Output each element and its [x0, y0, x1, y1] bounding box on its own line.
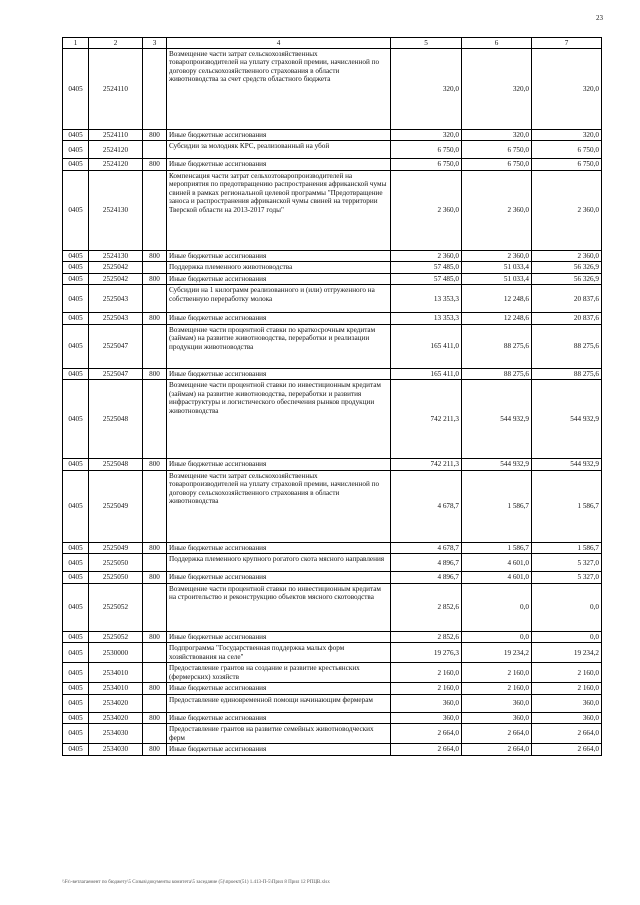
expense-type — [143, 262, 167, 273]
table-row — [63, 324, 602, 368]
table-row — [63, 170, 602, 250]
expense-type: 800 — [143, 159, 167, 170]
amount-col7: 360,0 — [532, 712, 602, 723]
amount-col7: 544 932,9 — [532, 459, 602, 470]
table-row — [63, 631, 602, 642]
item-name: Возмещение части затрат сельскохозяйственных товаропроизводителей на уплату страховой премии, начисленной по договору сельскохозяйственного страхования в области животноводства — [167, 470, 391, 542]
amount-col6: 51 033,4 — [462, 273, 532, 284]
table-row — [63, 262, 602, 273]
expense-type: 800 — [143, 368, 167, 379]
target-code: 2534030 — [89, 744, 143, 755]
section-code: 0405 — [63, 380, 89, 459]
table-row — [63, 459, 602, 470]
section-code: 0405 — [63, 554, 89, 572]
section-code: 0405 — [63, 250, 89, 261]
amount-col5: 320,0 — [391, 49, 462, 130]
col-header-3: 3 — [143, 38, 167, 49]
amount-col5: 4 896,7 — [391, 572, 462, 583]
section-code: 0405 — [63, 324, 89, 368]
amount-col5: 2 664,0 — [391, 724, 462, 744]
item-name: Иные бюджетные ассигнования — [167, 313, 391, 324]
item-name: Иные бюджетные ассигнования — [167, 683, 391, 694]
table-row — [63, 159, 602, 170]
amount-col6: 1 586,7 — [462, 470, 532, 542]
item-name: Предоставление грантов на развитие семейных животноводческих ферм — [167, 724, 391, 744]
table-body — [63, 49, 602, 756]
section-code: 0405 — [63, 542, 89, 553]
item-name: Возмещение части процентной ставки по инвестиционным кредитам на строительство и реконструкцию объектов мясного скотоводства — [167, 583, 391, 631]
amount-col6: 360,0 — [462, 712, 532, 723]
item-name: Предоставление грантов на создание и развитие крестьянских (фермерских) хозяйств — [167, 663, 391, 683]
amount-col7: 320,0 — [532, 49, 602, 130]
amount-col5: 4 678,7 — [391, 542, 462, 553]
target-code: 2524120 — [89, 159, 143, 170]
item-name: Подпрограмма "Государственная поддержка малых форм хозяйствования на селе" — [167, 643, 391, 663]
table-row — [63, 285, 602, 313]
table-row — [63, 663, 602, 683]
section-code: 0405 — [63, 459, 89, 470]
item-name: Возмещение части процентной ставки по инвестиционным кредитам (займам) на развитие животноводства, переработки и развития инфраструктуры и логистического обеспечения рынков продукции животноводства — [167, 380, 391, 459]
amount-col7: 20 837,6 — [532, 313, 602, 324]
expense-type — [143, 583, 167, 631]
item-name: Иные бюджетные ассигнования — [167, 572, 391, 583]
item-name: Компенсация части затрат сельхозтоваропроизводителей на мероприятия по предотвращению распространения африканской чумы свиней в рамках региональной целевой программы "Предотвращение заноса и распространения африканской чумы свиней на территории Тверской области на 2013-2017 годы" — [167, 170, 391, 250]
item-name: Иные бюджетные ассигнования — [167, 130, 391, 141]
table-row — [63, 273, 602, 284]
amount-col7: 88 275,6 — [532, 368, 602, 379]
amount-col5: 742 211,3 — [391, 459, 462, 470]
target-code: 2534020 — [89, 712, 143, 723]
amount-col6: 88 275,6 — [462, 324, 532, 368]
amount-col5: 57 485,0 — [391, 262, 462, 273]
expense-type: 800 — [143, 683, 167, 694]
amount-col6: 0,0 — [462, 583, 532, 631]
expense-type — [143, 554, 167, 572]
expense-type: 800 — [143, 130, 167, 141]
table-header-row — [63, 38, 602, 49]
amount-col6: 12 248,6 — [462, 313, 532, 324]
file-path-footer: \\Fs\-ветлагаемент по бюджету\5 Созыв\документы комитета\5 заседание (5)\проект(51) 1.413-П-5\Прил 8 Прил 12 РПЦВ.xlsx — [62, 880, 330, 885]
expense-type — [143, 663, 167, 683]
target-code: 2524110 — [89, 130, 143, 141]
item-name: Иные бюджетные ассигнования — [167, 631, 391, 642]
section-code: 0405 — [63, 744, 89, 755]
section-code: 0405 — [63, 663, 89, 683]
item-name: Иные бюджетные ассигнования — [167, 542, 391, 553]
target-code: 2525047 — [89, 368, 143, 379]
item-name: Иные бюджетные ассигнования — [167, 273, 391, 284]
section-code: 0405 — [63, 368, 89, 379]
amount-col6: 320,0 — [462, 130, 532, 141]
amount-col7: 320,0 — [532, 130, 602, 141]
section-code: 0405 — [63, 313, 89, 324]
amount-col6: 88 275,6 — [462, 368, 532, 379]
amount-col6: 2 160,0 — [462, 663, 532, 683]
amount-col5: 4 678,7 — [391, 470, 462, 542]
item-name: Иные бюджетные ассигнования — [167, 712, 391, 723]
table-row — [63, 712, 602, 723]
section-code: 0405 — [63, 572, 89, 583]
amount-col7: 2 360,0 — [532, 250, 602, 261]
section-code: 0405 — [63, 273, 89, 284]
amount-col5: 2 664,0 — [391, 744, 462, 755]
expense-type — [143, 380, 167, 459]
item-name: Предоставление единовременной помощи начинающим фермерам — [167, 694, 391, 712]
amount-col5: 6 750,0 — [391, 159, 462, 170]
amount-col7: 2 160,0 — [532, 683, 602, 694]
target-code: 2525047 — [89, 324, 143, 368]
target-code: 2530000 — [89, 643, 143, 663]
amount-col7: 1 586,7 — [532, 470, 602, 542]
target-code: 2525050 — [89, 572, 143, 583]
target-code: 2534020 — [89, 694, 143, 712]
table-row — [63, 583, 602, 631]
section-code: 0405 — [63, 130, 89, 141]
target-code: 2534010 — [89, 663, 143, 683]
amount-col5: 13 353,3 — [391, 313, 462, 324]
target-code: 2525049 — [89, 470, 143, 542]
amount-col5: 320,0 — [391, 130, 462, 141]
table-row — [63, 694, 602, 712]
amount-col7: 20 837,6 — [532, 285, 602, 313]
section-code: 0405 — [63, 285, 89, 313]
item-name: Возмещение части затрат сельскохозяйственных товаропроизводителей на уплату страховой премии, начисленной по договору сельскохозяйственного страхования в области животноводства за счет средств областного бюджета — [167, 49, 391, 130]
amount-col6: 19 234,2 — [462, 643, 532, 663]
col-header-2: 2 — [89, 38, 143, 49]
amount-col5: 2 360,0 — [391, 250, 462, 261]
amount-col6: 4 601,0 — [462, 572, 532, 583]
amount-col7: 56 326,9 — [532, 273, 602, 284]
amount-col5: 4 896,7 — [391, 554, 462, 572]
amount-col6: 12 248,6 — [462, 285, 532, 313]
table-row — [63, 744, 602, 755]
page-number: 23 — [596, 14, 603, 22]
amount-col5: 57 485,0 — [391, 273, 462, 284]
table-row — [63, 130, 602, 141]
amount-col6: 2 664,0 — [462, 724, 532, 744]
amount-col6: 544 932,9 — [462, 380, 532, 459]
table-row — [63, 49, 602, 130]
table-row — [63, 643, 602, 663]
expense-type: 800 — [143, 459, 167, 470]
amount-col7: 2 360,0 — [532, 170, 602, 250]
amount-col7: 56 326,9 — [532, 262, 602, 273]
amount-col6: 2 160,0 — [462, 683, 532, 694]
item-name: Возмещение части процентной ставки по краткосрочным кредитам (займам) на развитие животноводства, переработки и реализации продукции животноводства — [167, 324, 391, 368]
col-header-7: 7 — [532, 38, 602, 49]
amount-col7: 5 327,0 — [532, 554, 602, 572]
table-row — [63, 141, 602, 159]
amount-col5: 165 411,0 — [391, 368, 462, 379]
item-name: Поддержка племенного животноводства — [167, 262, 391, 273]
target-code: 2525042 — [89, 262, 143, 273]
amount-col6: 2 360,0 — [462, 250, 532, 261]
section-code: 0405 — [63, 583, 89, 631]
target-code: 2534010 — [89, 683, 143, 694]
expense-type — [143, 724, 167, 744]
table-row — [63, 542, 602, 553]
expense-type — [143, 643, 167, 663]
amount-col5: 165 411,0 — [391, 324, 462, 368]
section-code: 0405 — [63, 712, 89, 723]
target-code: 2525048 — [89, 459, 143, 470]
amount-col5: 360,0 — [391, 694, 462, 712]
expense-type — [143, 324, 167, 368]
section-code: 0405 — [63, 694, 89, 712]
section-code: 0405 — [63, 141, 89, 159]
target-code: 2524130 — [89, 170, 143, 250]
table-row — [63, 250, 602, 261]
expense-type: 800 — [143, 712, 167, 723]
target-code: 2525048 — [89, 380, 143, 459]
amount-col7: 2 160,0 — [532, 663, 602, 683]
col-header-5: 5 — [391, 38, 462, 49]
amount-col6: 51 033,4 — [462, 262, 532, 273]
table-row — [63, 724, 602, 744]
expense-type: 800 — [143, 250, 167, 261]
amount-col7: 544 932,9 — [532, 380, 602, 459]
amount-col5: 19 276,3 — [391, 643, 462, 663]
amount-col5: 742 211,3 — [391, 380, 462, 459]
expense-type — [143, 470, 167, 542]
amount-col5: 2 160,0 — [391, 683, 462, 694]
amount-col6: 6 750,0 — [462, 141, 532, 159]
expense-type: 800 — [143, 313, 167, 324]
amount-col7: 6 750,0 — [532, 141, 602, 159]
table-row — [63, 380, 602, 459]
col-header-1: 1 — [63, 38, 89, 49]
target-code: 2525042 — [89, 273, 143, 284]
expense-type — [143, 170, 167, 250]
target-code: 2525052 — [89, 631, 143, 642]
amount-col7: 5 327,0 — [532, 572, 602, 583]
section-code: 0405 — [63, 631, 89, 642]
amount-col7: 2 664,0 — [532, 724, 602, 744]
target-code: 2524130 — [89, 250, 143, 261]
amount-col5: 2 852,6 — [391, 583, 462, 631]
amount-col7: 2 664,0 — [532, 744, 602, 755]
amount-col7: 0,0 — [532, 631, 602, 642]
section-code: 0405 — [63, 470, 89, 542]
target-code: 2524120 — [89, 141, 143, 159]
amount-col7: 360,0 — [532, 694, 602, 712]
target-code: 2525052 — [89, 583, 143, 631]
expense-type: 800 — [143, 572, 167, 583]
section-code: 0405 — [63, 159, 89, 170]
section-code: 0405 — [63, 49, 89, 130]
amount-col7: 6 750,0 — [532, 159, 602, 170]
table-row — [63, 313, 602, 324]
amount-col5: 13 353,3 — [391, 285, 462, 313]
amount-col6: 6 750,0 — [462, 159, 532, 170]
budget-table — [62, 37, 602, 756]
expense-type — [143, 285, 167, 313]
expense-type: 800 — [143, 273, 167, 284]
amount-col6: 320,0 — [462, 49, 532, 130]
amount-col5: 2 852,6 — [391, 631, 462, 642]
table-row — [63, 368, 602, 379]
amount-col6: 2 664,0 — [462, 744, 532, 755]
item-name: Иные бюджетные ассигнования — [167, 159, 391, 170]
amount-col6: 2 360,0 — [462, 170, 532, 250]
expense-type: 800 — [143, 631, 167, 642]
section-code: 0405 — [63, 724, 89, 744]
target-code: 2534030 — [89, 724, 143, 744]
amount-col7: 1 586,7 — [532, 542, 602, 553]
amount-col6: 4 601,0 — [462, 554, 532, 572]
item-name: Иные бюджетные ассигнования — [167, 368, 391, 379]
amount-col6: 1 586,7 — [462, 542, 532, 553]
section-code: 0405 — [63, 170, 89, 250]
table-row — [63, 683, 602, 694]
target-code: 2525043 — [89, 313, 143, 324]
amount-col5: 2 360,0 — [391, 170, 462, 250]
item-name: Субсидии на 1 килограмм реализованного и (или) отгруженного на собственную переработку молока — [167, 285, 391, 313]
item-name: Иные бюджетные ассигнования — [167, 744, 391, 755]
section-code: 0405 — [63, 683, 89, 694]
expense-type — [143, 141, 167, 159]
table-row — [63, 572, 602, 583]
expense-type — [143, 694, 167, 712]
amount-col6: 360,0 — [462, 694, 532, 712]
expense-type: 800 — [143, 542, 167, 553]
amount-col7: 0,0 — [532, 583, 602, 631]
target-code: 2525049 — [89, 542, 143, 553]
expense-type — [143, 49, 167, 130]
amount-col7: 88 275,6 — [532, 324, 602, 368]
item-name: Иные бюджетные ассигнования — [167, 250, 391, 261]
section-code: 0405 — [63, 643, 89, 663]
amount-col6: 0,0 — [462, 631, 532, 642]
amount-col5: 2 160,0 — [391, 663, 462, 683]
col-header-6: 6 — [462, 38, 532, 49]
item-name: Иные бюджетные ассигнования — [167, 459, 391, 470]
target-code: 2524110 — [89, 49, 143, 130]
item-name: Поддержка племенного крупного рогатого скота мясного направления — [167, 554, 391, 572]
table-row — [63, 554, 602, 572]
section-code: 0405 — [63, 262, 89, 273]
col-header-4: 4 — [167, 38, 391, 49]
target-code: 2525043 — [89, 285, 143, 313]
amount-col6: 544 932,9 — [462, 459, 532, 470]
table-row — [63, 470, 602, 542]
target-code: 2525050 — [89, 554, 143, 572]
item-name: Субсидии за молодняк КРС, реализованный на убой — [167, 141, 391, 159]
amount-col5: 6 750,0 — [391, 141, 462, 159]
expense-type: 800 — [143, 744, 167, 755]
amount-col7: 19 234,2 — [532, 643, 602, 663]
amount-col5: 360,0 — [391, 712, 462, 723]
